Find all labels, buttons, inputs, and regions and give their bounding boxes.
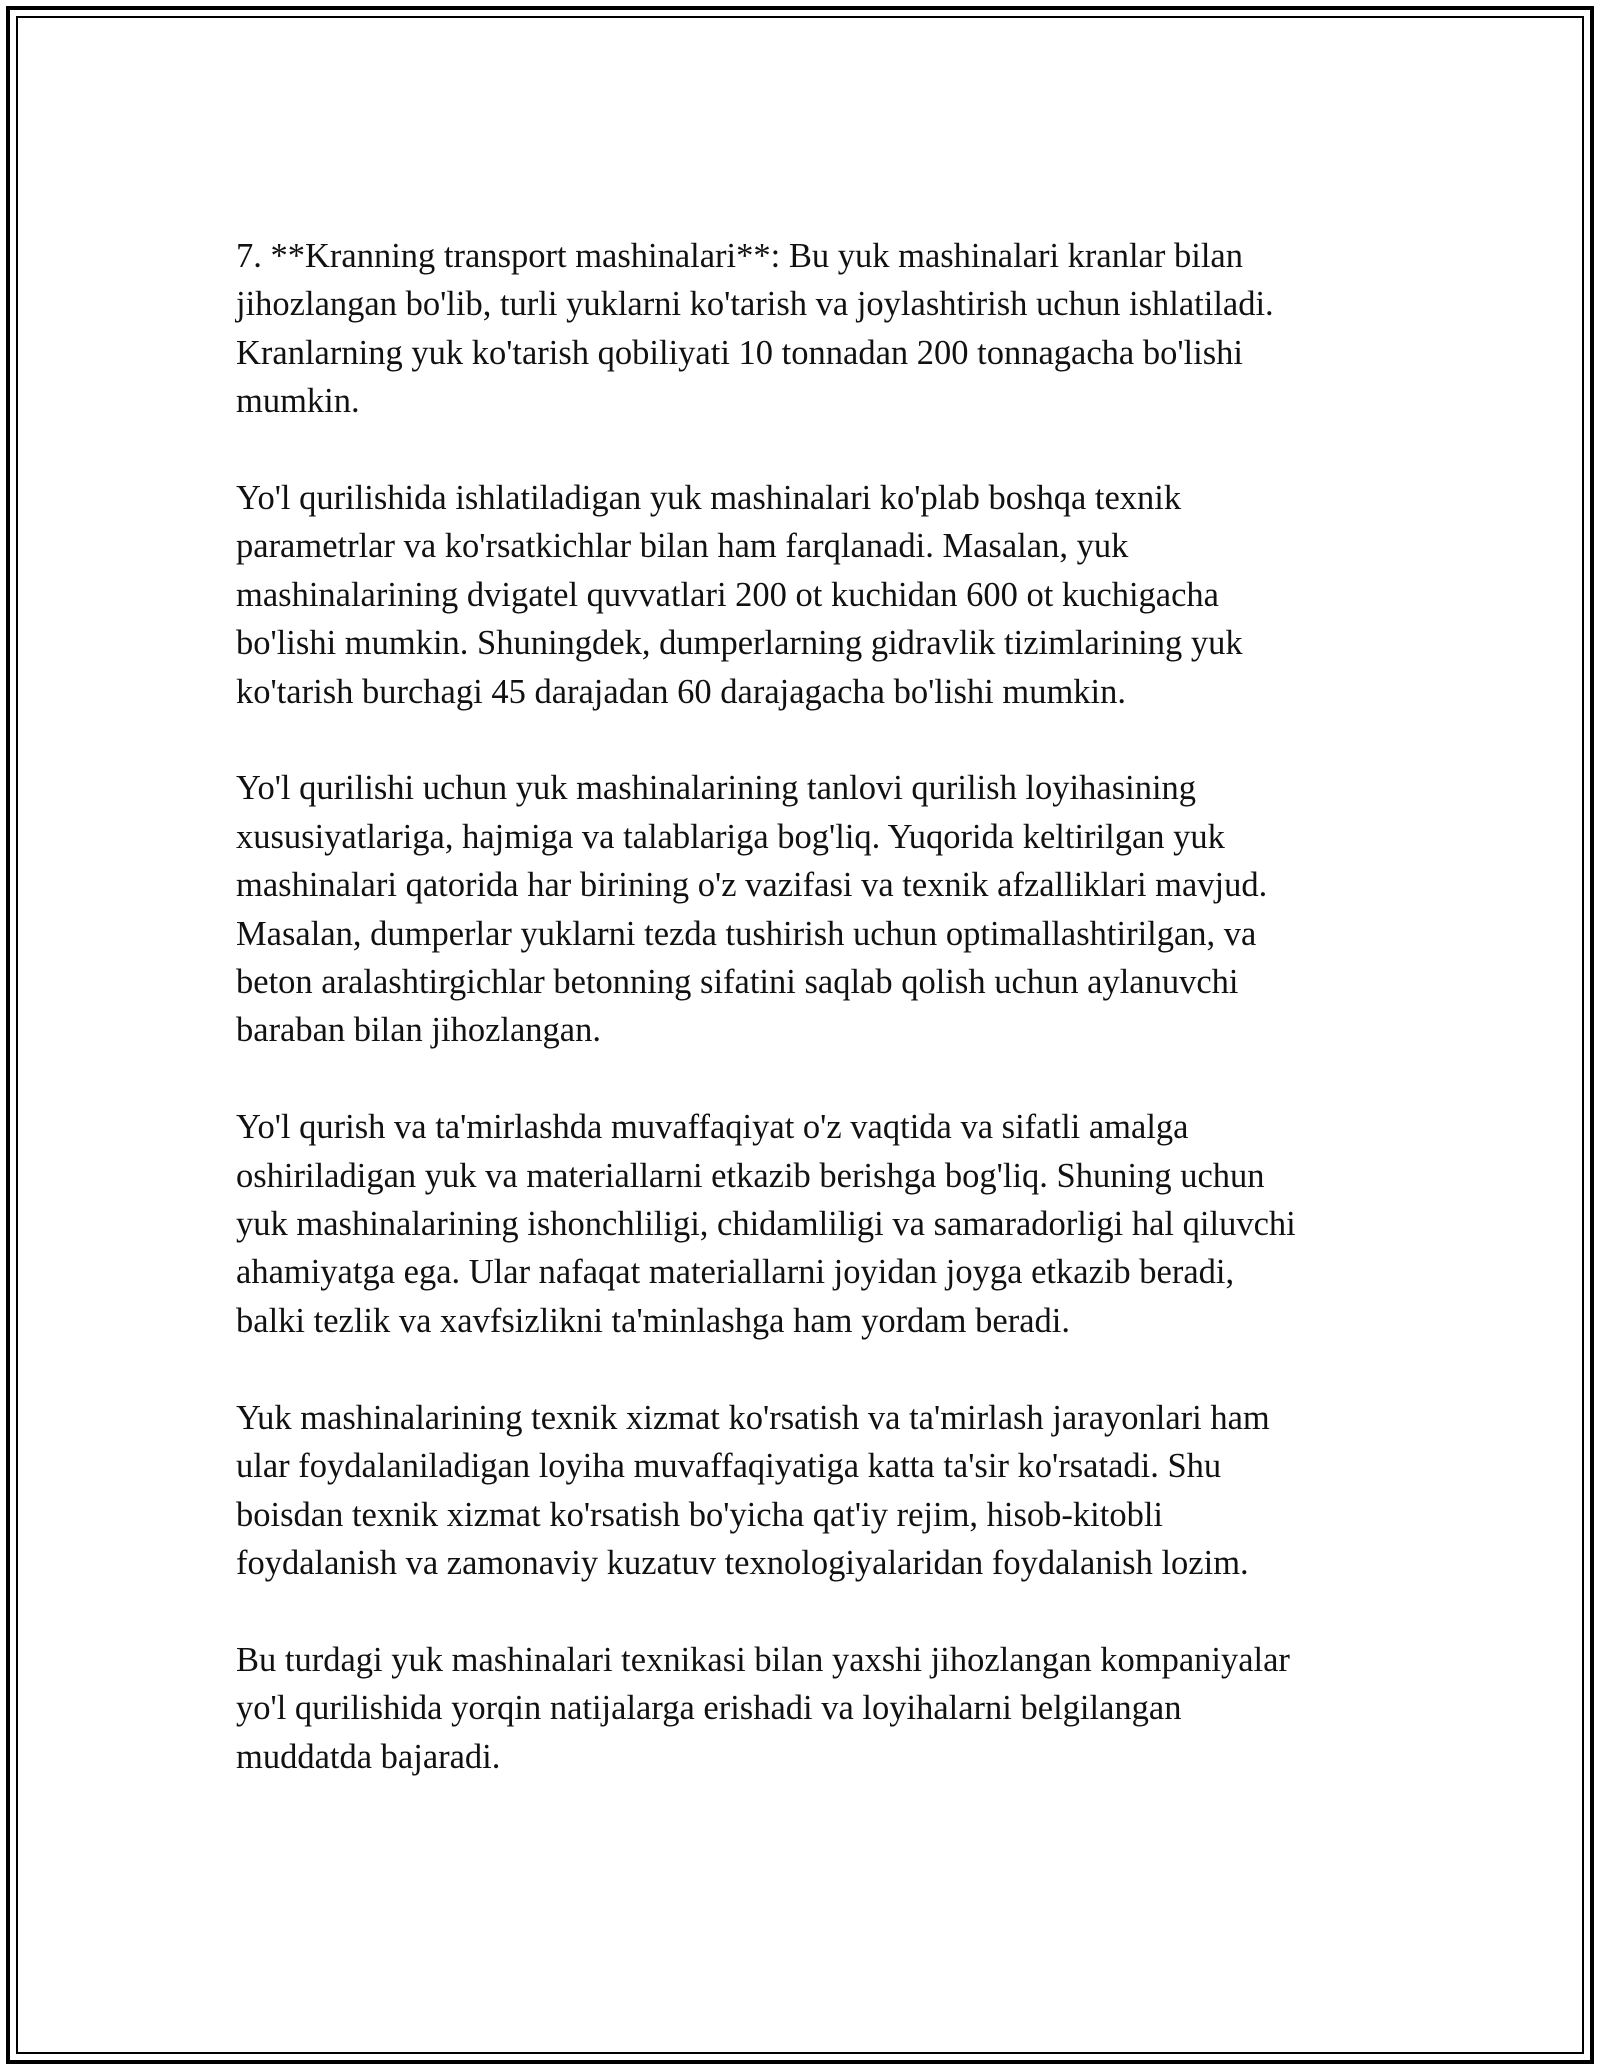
document-body bbox=[236, 232, 1416, 1829]
text-line: ko'tarish burchagi 45 darajadan 60 darajagacha bo'lishi mumkin. bbox=[236, 672, 1126, 711]
text-line: balki tezlik va xavfsizlikni ta'minlashga ham yordam beradi. bbox=[236, 1301, 1070, 1340]
text-line: yuk mashinalarining ishonchliligi, chidamliligi va samaradorligi hal qiluvchi bbox=[236, 1205, 1296, 1244]
text-line: mashinalari qatorida har birining o'z vazifasi va texnik afzalliklari mavjud. bbox=[236, 866, 1268, 905]
text-line: Yo'l qurilishida ishlatiladigan yuk mashinalari ko'plab boshqa texnik bbox=[236, 479, 1182, 518]
text-line: ular foydalaniladigan loyiha muvaffaqiyatiga katta ta'sir ko'rsatadi. Shu bbox=[236, 1447, 1222, 1486]
paragraph-maintenance bbox=[236, 1394, 1416, 1588]
text-line: Kranlarning yuk ko'tarish qobiliyati 10 tonnadan 200 tonnagacha bo'lishi bbox=[236, 333, 1243, 372]
paragraph-crane-trucks bbox=[236, 232, 1416, 426]
text-line: xususiyatlariga, hajmiga va talablariga bog'liq. Yuqorida keltirilgan yuk bbox=[236, 817, 1225, 856]
paragraph-success-factors bbox=[236, 1103, 1416, 1345]
text-line: 7. **Kranning transport mashinalari**: Bu yuk mashinalari kranlar bilan bbox=[236, 237, 1243, 275]
text-line: Masalan, dumperlar yuklarni tezda tushirish uchun optimallashtirilgan, va bbox=[236, 914, 1257, 953]
text-line: Yo'l qurish va ta'mirlashda muvaffaqiyat o'z vaqtida va sifatli amalga bbox=[236, 1108, 1189, 1147]
text-line: Yuk mashinalarining texnik xizmat ko'rsatish va ta'mirlash jarayonlari ham bbox=[236, 1398, 1270, 1437]
text-line: mumkin. bbox=[236, 382, 360, 421]
text-line: foydalanish va zamonaviy kuzatuv texnologiyalaridan foydalanish lozim. bbox=[236, 1543, 1249, 1582]
text-line: Yo'l qurilishi uchun yuk mashinalarining tanlovi qurilish loyihasining bbox=[236, 769, 1197, 808]
text-line: beton aralashtirgichlar betonning sifatini saqlab qolish uchun aylanuvchi bbox=[236, 963, 1239, 1002]
text-line: jihozlangan bo'lib, turli yuklarni ko'tarish va joylashtirish uchun ishlatiladi. bbox=[236, 285, 1274, 324]
text-line: mashinalarining dvigatel quvvatlari 200 ot kuchidan 600 ot kuchigacha bbox=[236, 575, 1219, 614]
text-line: bo'lishi mumkin. Shuningdek, dumperlarning gidravlik tizimlarining yuk bbox=[236, 624, 1243, 663]
paragraph-conclusion bbox=[236, 1636, 1416, 1781]
paragraph-technical-parameters bbox=[236, 474, 1416, 716]
text-line: Bu turdagi yuk mashinalari texnikasi bilan yaxshi jihozlangan kompaniyalar bbox=[236, 1640, 1290, 1679]
text-line: yo'l qurilishida yorqin natijalarga erishadi va loyihalarni belgilangan bbox=[236, 1689, 1182, 1728]
text-line: boisdan texnik xizmat ko'rsatish bo'yicha qat'iy rejim, hisob-kitobli bbox=[236, 1495, 1164, 1534]
text-line: ahamiyatga ega. Ular nafaqat materiallarni joyidan joyga etkazib beradi, bbox=[236, 1253, 1235, 1292]
text-line: parametrlar va ko'rsatkichlar bilan ham farqlanadi. Masalan, yuk bbox=[236, 527, 1129, 566]
text-line: oshiriladigan yuk va materiallarni etkazib berishga bog'liq. Shuning uchun bbox=[236, 1156, 1265, 1195]
text-line: muddatda bajaradi. bbox=[236, 1737, 501, 1776]
paragraph-truck-selection bbox=[236, 764, 1416, 1054]
text-line: baraban bilan jihozlangan. bbox=[236, 1011, 601, 1050]
